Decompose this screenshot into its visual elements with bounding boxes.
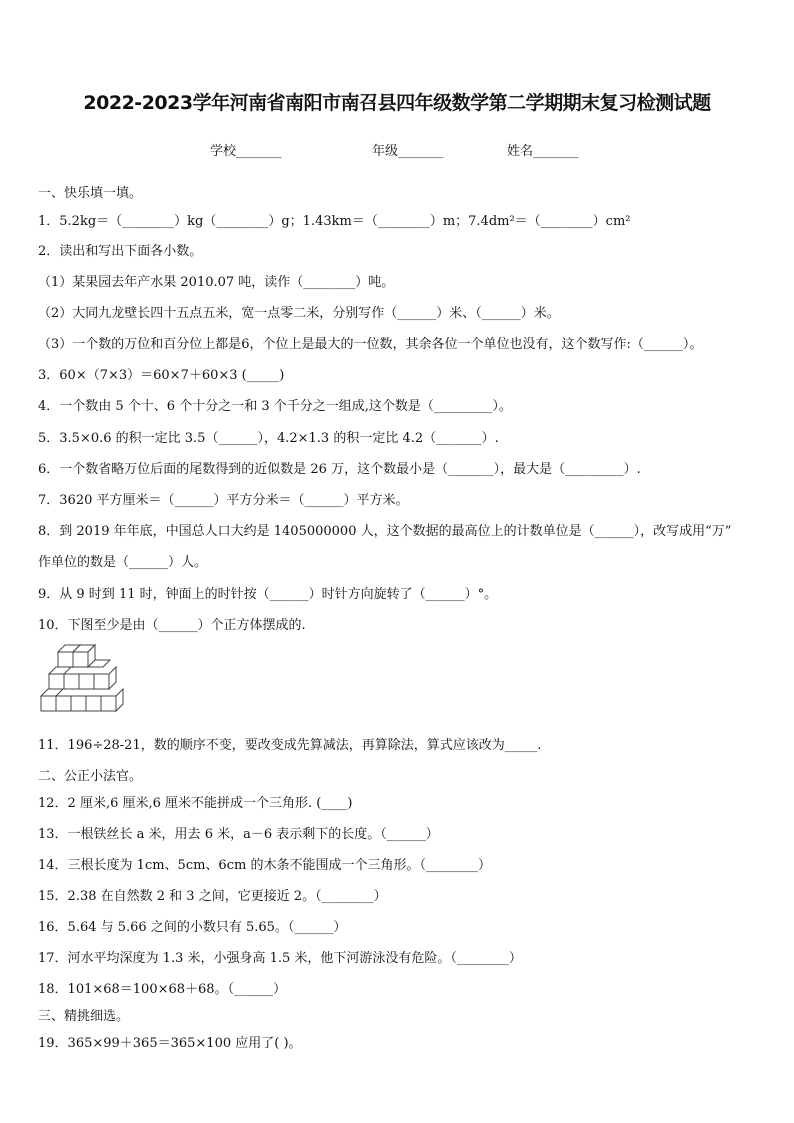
question-13: 13．一根铁丝长 a 米，用去 6 米，a－6 表示剩下的长度。（______） bbox=[38, 827, 439, 842]
question-3: 3．60×（7×3）＝60×7＋60×3 (_____) bbox=[38, 368, 285, 383]
question-17: 17．河水平均深度为 1.3 米，小强身高 1.5 米，他下河游泳没有危险。（________） bbox=[38, 951, 522, 966]
question-11: 11．196÷28-21，数的顺序不变，要改变成先算减法，再算除法，算式应该改为_____. bbox=[38, 738, 542, 753]
question-18: 18．101×68＝100×68＋68。（______） bbox=[38, 982, 287, 997]
name-field[interactable]: 姓名_______ bbox=[507, 144, 579, 159]
question-2: 2．读出和写出下面各小数。 bbox=[38, 244, 203, 259]
question-4: 4．一个数由 5 个十、6 个十分之一和 3 个千分之一组成,这个数是（_________）。 bbox=[38, 399, 512, 414]
cube-stack-figure bbox=[38, 640, 128, 720]
question-15: 15．2.38 在自然数 2 和 3 之间，它更接近 2。（________） bbox=[38, 889, 387, 904]
question-16: 16．5.64 与 5.66 之间的小数只有 5.65。（______） bbox=[38, 920, 347, 935]
question-7: 7．3620 平方厘米＝（______）平方分米＝（______）平方米。 bbox=[38, 493, 409, 508]
page-title: 2022-2023学年河南省南阳市南召县四年级数学第二学期期末复习检测试题 bbox=[83, 92, 711, 114]
question-6: 6．一个数省略万位后面的尾数得到的近似数是 26 万，这个数最小是（_______），最大是（_________）. bbox=[38, 462, 641, 477]
question-5: 5．3.5×0.6 的积一定比 3.5（______），4.2×1.3 的积一定比 4.2（_______）. bbox=[38, 431, 499, 446]
question-10: 10．下图至少是由（______）个正方体摆成的. bbox=[38, 618, 306, 633]
question-2-2: （2）大同九龙壁长四十五点五米，宽一点零二米，分别写作（______）米、（______）米。 bbox=[38, 306, 560, 321]
section-1-heading: 一、快乐填一填。 bbox=[38, 186, 143, 201]
question-2-1: （1）某果园去年产水果 2010.07 吨，读作（________）吨。 bbox=[38, 275, 395, 290]
question-19: 19．365×99＋365＝365×100 应用了( )。 bbox=[38, 1036, 302, 1051]
section-2-heading: 二、公正小法官。 bbox=[38, 769, 143, 784]
school-field[interactable]: 学校_______ bbox=[210, 144, 282, 159]
question-8-cont: 作单位的数是（______）人。 bbox=[38, 555, 208, 570]
question-12: 12．2 厘米,6 厘米,6 厘米不能拼成一个三角形. (____) bbox=[38, 796, 353, 811]
question-2-3: （3）一个数的万位和百分位上都是6，个位上是最大的一位数，其余各位一个单位也没有，这个数写作:（______）。 bbox=[38, 337, 703, 352]
grade-field[interactable]: 年级_______ bbox=[372, 144, 444, 159]
question-1: 1．5.2kg＝（________）kg（________）g；1.43km＝（________）m；7.4dm²＝（________）cm² bbox=[38, 214, 631, 229]
question-9: 9．从 9 时到 11 时，钟面上的时针按（______）时针方向旋转了（______）°。 bbox=[38, 587, 498, 602]
section-3-heading: 三、精挑细选。 bbox=[38, 1009, 130, 1024]
question-14: 14．三根长度为 1cm、5cm、6cm 的木条不能围成一个三角形。（________） bbox=[38, 858, 491, 873]
question-8: 8．到 2019 年年底，中国总人口大约是 1405000000 人，这个数据的最高位上的计数单位是（______），改写成用“万” bbox=[38, 524, 732, 539]
